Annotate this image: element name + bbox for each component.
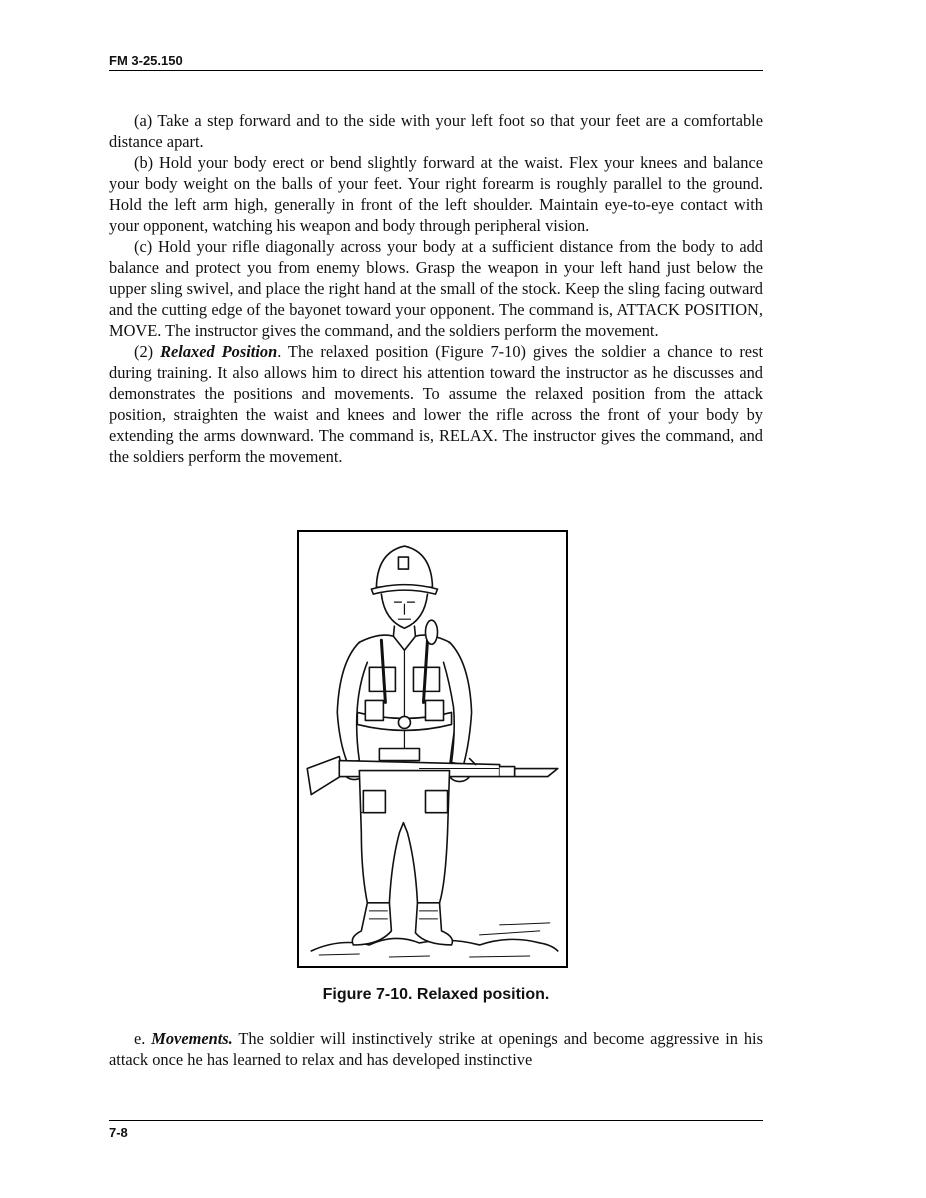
paragraph-relaxed-position (109, 341, 763, 467)
paragraph-movements (109, 1028, 763, 1070)
figure-7-10 (297, 530, 568, 968)
figure-caption: Figure 7-10. Relaxed position. (322, 986, 550, 1003)
document-id: FM 3-25.150 (109, 53, 183, 68)
relaxed-position-title: Relaxed Position (160, 342, 278, 361)
movements-text: The soldier will instinctively strike at openings and become aggressive in his attack once he has learned to relax and has developed instinctive (109, 1029, 763, 1069)
paragraph-b: (b) Hold your body erect or bend slightly forward at the waist. Flex your knees and balance your body weight on the balls of your feet. Your right forearm is roughly parallel to the ground. Hold the left arm high, generally in front of the left shoulder. Maintain eye-to-eye contact with your opponent, watching his weapon and body through peripheral vision. (109, 153, 763, 235)
relaxed-position-text: . The relaxed position (Figure 7-10) gives the soldier a chance to rest during training. It also allows him to direct his attention toward the instructor as he discusses and demonstrates the positions and movements. To assume the relaxed position from the attack position, straighten the waist and knees and lower the rifle across the front of your body by extending the arms downward. The command is, RELAX. The instructor gives the command, and the soldiers perform the movement. (109, 342, 763, 466)
movements-number: e. (134, 1029, 152, 1048)
relaxed-number: (2) (134, 342, 161, 361)
soldier-illustration (299, 532, 566, 966)
page-footer (109, 1120, 763, 1140)
paragraph-a: (a) Take a step forward and to the side with your left foot so that your feet are a comfortable distance apart. (109, 111, 763, 151)
page-number: 7-8 (109, 1125, 128, 1140)
movements-title: Movements. (151, 1029, 233, 1048)
paragraph-c: (c) Hold your rifle diagonally across your body at a sufficient distance from the body to add balance and protect you from enemy blows. Grasp the weapon in your left hand just below the upper sling swivel, and place the right hand at the small of the stock. Keep the sling facing outward and the cutting edge of the bayonet toward your opponent. The command is, ATTACK POSITION, MOVE. The instructor gives the command, and the soldiers perform the movement. (109, 237, 763, 340)
page-header (109, 53, 763, 71)
body-text-continued (109, 1028, 763, 1070)
body-text (109, 110, 763, 467)
